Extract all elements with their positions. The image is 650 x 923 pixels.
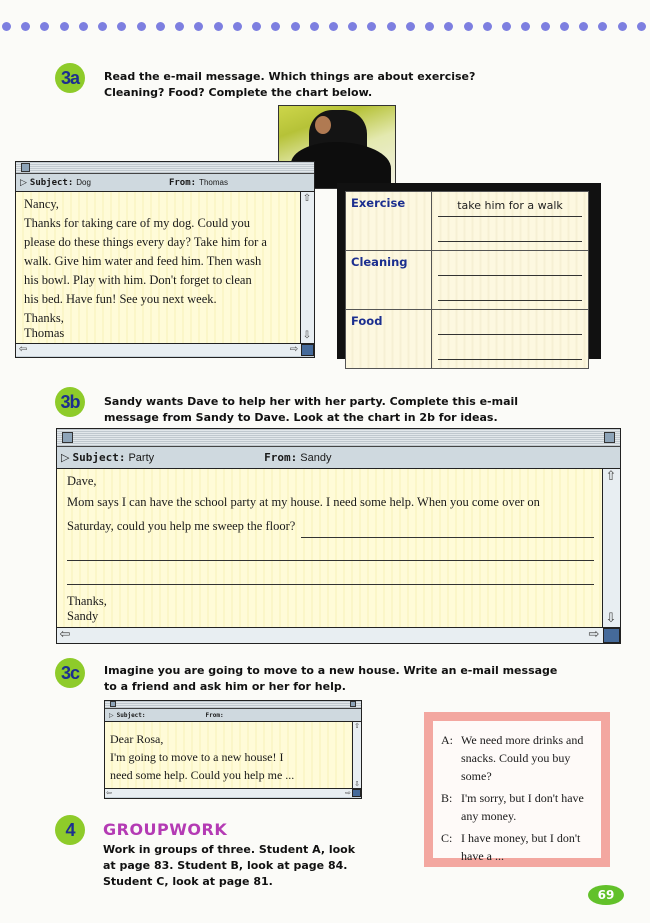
resize-box-icon[interactable] [301, 344, 314, 356]
scroll-up-icon[interactable]: ⇧ [302, 193, 312, 204]
decorative-dot [483, 22, 492, 31]
horizontal-scrollbar[interactable] [57, 627, 620, 643]
decorative-dot [98, 22, 107, 31]
close-box-icon[interactable] [62, 432, 73, 443]
email-line: his bowl. Play with him. Don't forget to clean [24, 273, 252, 287]
decorative-dot [521, 22, 530, 31]
scroll-down-icon[interactable]: ⇩ [302, 330, 312, 341]
zoom-box-icon[interactable] [604, 432, 615, 443]
scroll-left-icon[interactable]: ⇦ [18, 344, 28, 355]
vertical-scrollbar[interactable] [300, 192, 314, 343]
email-body [16, 192, 314, 343]
instruction-3b [104, 394, 518, 426]
instruction-3a-line1: Read the e-mail message. Which things are about exercise? [104, 70, 476, 83]
face-shape [315, 116, 331, 134]
instruction-3c-line1: Imagine you are going to move to a new house. Write an e-mail message [104, 664, 558, 677]
decorative-dot [444, 22, 453, 31]
email-line: walk. Give him water and feed him. Then wash [24, 254, 262, 268]
scroll-up-icon[interactable]: ⇧ [605, 469, 617, 484]
decorative-dot [387, 22, 396, 31]
email-window-party [56, 428, 621, 644]
subject-label: Subject: [116, 711, 146, 719]
answer-blank[interactable] [67, 561, 594, 585]
decorative-dot-border [0, 20, 650, 32]
dialog-inner [433, 721, 601, 863]
from-label: From: [168, 177, 197, 188]
email-body [105, 722, 361, 788]
disclosure-triangle-icon[interactable]: ▷ [61, 452, 70, 464]
answer-line[interactable] [438, 314, 582, 335]
decorative-dot [2, 22, 11, 31]
email-line: need some help. Could you help me ... [110, 768, 295, 782]
decorative-dot [271, 22, 280, 31]
instruction-3c-line2: to a friend and ask him or her for help. [104, 680, 346, 693]
from-value: Thomas [199, 178, 228, 187]
from-label: From: [205, 711, 224, 719]
email-line: Thanks for taking care of my dog. Could you [24, 216, 250, 230]
answer-line[interactable] [438, 221, 582, 242]
speaker-label: A: [441, 733, 453, 747]
decorative-dot [329, 22, 338, 31]
subject-label: Subject: [72, 451, 126, 464]
speaker-label: B: [441, 791, 453, 805]
exercise-chart [337, 183, 601, 359]
instruction-3b-line1: Sandy wants Dave to help her with her party. Complete this e-mail [104, 395, 519, 408]
speaker-label: C: [441, 831, 453, 845]
chart-row [346, 310, 589, 369]
from-label: From: [264, 451, 298, 464]
horizontal-scrollbar[interactable] [105, 788, 361, 797]
subject-value: Dog [76, 178, 91, 187]
decorative-dot [214, 22, 223, 31]
decorative-dot [117, 22, 126, 31]
decorative-dot [406, 22, 415, 31]
answer-line[interactable] [438, 339, 582, 360]
exercise-badge-4: 4 [55, 815, 85, 845]
vertical-scrollbar[interactable] [352, 722, 361, 788]
answer-line[interactable] [438, 280, 582, 301]
email-greeting: Dave, [67, 474, 97, 488]
decorative-dot [425, 22, 434, 31]
chart-category: Cleaning [346, 251, 432, 310]
decorative-dot [560, 22, 569, 31]
email-header [16, 174, 314, 192]
decorative-dot [194, 22, 203, 31]
email-header [57, 447, 620, 469]
groupwork-title: GROUPWORK [103, 820, 228, 839]
dialog-text: I'm sorry, but I don't have any money. [461, 791, 584, 823]
decorative-dot [175, 22, 184, 31]
email-line: Saturday, could you help me sweep the floor? [67, 519, 296, 533]
chart-answer-cell [432, 310, 589, 369]
decorative-dot [598, 22, 607, 31]
window-titlebar[interactable] [105, 701, 361, 709]
scroll-left-icon[interactable]: ⇦ [106, 789, 112, 797]
dialog-line [441, 731, 595, 785]
email-closing: Thanks, [24, 311, 64, 325]
from-value: Sandy [300, 451, 332, 464]
decorative-dot [637, 22, 646, 31]
email-window-rosa [104, 700, 362, 799]
zoom-box-icon[interactable] [350, 701, 356, 707]
scroll-down-icon[interactable]: ⇩ [354, 780, 360, 788]
page-number: 69 [588, 885, 624, 905]
chart-table [345, 191, 589, 369]
subject-value: Party [128, 451, 155, 464]
decorative-dot [137, 22, 146, 31]
answer-blank[interactable] [67, 538, 594, 561]
decorative-dot [367, 22, 376, 31]
close-box-icon[interactable] [21, 163, 30, 172]
resize-box-icon[interactable] [352, 789, 361, 797]
decorative-dot [156, 22, 165, 31]
subject-label: Subject: [29, 177, 74, 188]
instruction-3a [104, 69, 475, 101]
dialog-text: I have money, but I don't have a ... [461, 831, 581, 863]
email-greeting: Nancy, [24, 197, 59, 211]
email-line: Mom says I can have the school party at my house. I need some help. When you come over on [67, 495, 540, 509]
decorative-dot [310, 22, 319, 31]
disclosure-triangle-icon[interactable]: ▷ [109, 712, 114, 719]
instruction-4-line3: Student C, look at page 81. [103, 875, 273, 888]
vertical-scrollbar[interactable] [602, 469, 620, 627]
window-titlebar[interactable] [16, 162, 314, 174]
scroll-up-icon[interactable]: ⇧ [354, 722, 360, 730]
email-greeting: Dear Rosa, [110, 732, 164, 746]
email-header [105, 709, 361, 722]
decorative-dot [291, 22, 300, 31]
decorative-dot [40, 22, 49, 31]
decorative-dot [79, 22, 88, 31]
decorative-dot [502, 22, 511, 31]
window-titlebar[interactable] [57, 429, 620, 447]
chart-category: Food [346, 310, 432, 369]
email-line-with-blank [67, 514, 594, 538]
email-signature: Thomas [24, 326, 65, 340]
scroll-right-icon[interactable]: ⇨ [289, 344, 299, 355]
decorative-dot [464, 22, 473, 31]
chart-row [346, 251, 589, 310]
exercise-badge-3c: 3c [55, 658, 85, 688]
dialog-box [424, 712, 610, 867]
instruction-4-line2: at page 83. Student B, look at page 84. [103, 859, 348, 872]
answer-line[interactable] [438, 255, 582, 276]
email-line: I'm going to move to a new house! I [110, 750, 284, 764]
instruction-3c [104, 663, 557, 695]
decorative-dot [252, 22, 261, 31]
instruction-4-line1: Work in groups of three. Student A, look [103, 843, 356, 856]
decorative-dot [233, 22, 242, 31]
email-line: his bed. Have fun! See you next week. [24, 292, 217, 306]
instruction-3a-line2: Cleaning? Food? Complete the chart below. [104, 86, 373, 99]
email-body [57, 469, 620, 627]
chart-row [346, 192, 589, 251]
decorative-dot [579, 22, 588, 31]
exercise-badge-3b: 3b [55, 387, 85, 417]
chart-answer-cell [432, 192, 589, 251]
decorative-dot [541, 22, 550, 31]
dialog-text: We need more drinks and snacks. Could you buy some? [461, 733, 584, 783]
resize-box-icon[interactable] [603, 628, 620, 643]
scroll-left-icon[interactable]: ⇦ [59, 627, 71, 642]
scroll-right-icon[interactable]: ⇨ [588, 627, 600, 642]
instruction-4 [103, 842, 355, 890]
exercise-badge-3a: 3a [55, 63, 85, 93]
dialog-line [441, 789, 595, 825]
email-signature: Sandy [67, 609, 99, 623]
decorative-dot [60, 22, 69, 31]
instruction-3b-line2: message from Sandy to Dave. Look at the chart in 2b for ideas. [104, 411, 498, 424]
answer-blank[interactable] [301, 520, 594, 538]
email-closing: Thanks, [67, 594, 107, 608]
scroll-down-icon[interactable]: ⇩ [605, 611, 617, 626]
answer-line[interactable]: take him for a walk [438, 196, 582, 217]
horizontal-scrollbar[interactable] [16, 343, 314, 356]
dialog-line [441, 829, 595, 865]
close-box-icon[interactable] [110, 701, 116, 707]
email-window-dog [15, 161, 315, 358]
decorative-dot [618, 22, 627, 31]
email-line: please do these things every day? Take him for a [24, 235, 267, 249]
disclosure-triangle-icon[interactable]: ▷ [20, 177, 27, 187]
chart-answer-cell [432, 251, 589, 310]
decorative-dot [348, 22, 357, 31]
scroll-right-icon[interactable]: ⇨ [345, 789, 351, 797]
decorative-dot [21, 22, 30, 31]
chart-category: Exercise [346, 192, 432, 251]
